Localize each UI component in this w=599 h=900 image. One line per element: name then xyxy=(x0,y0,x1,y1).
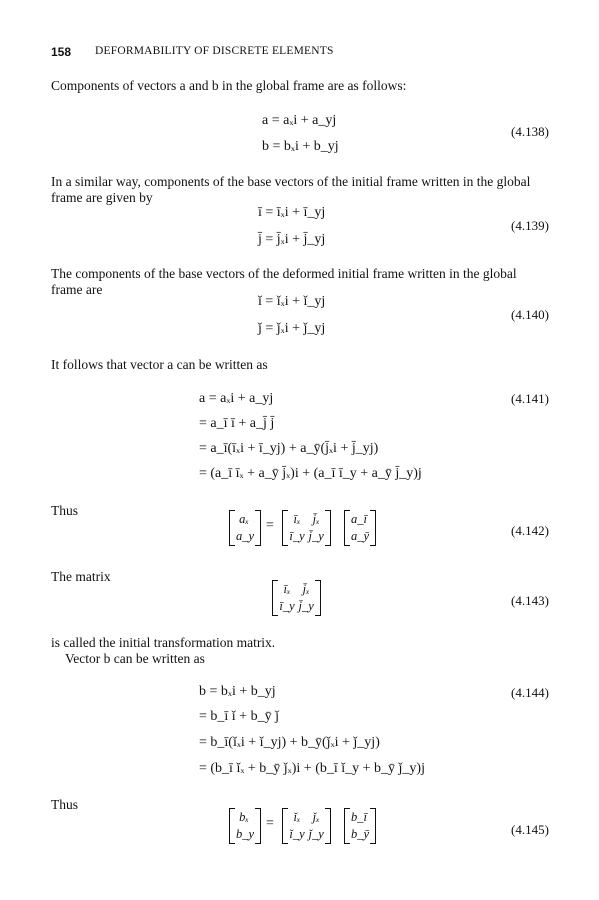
matrix-cell: a_ī xyxy=(351,512,367,526)
matrix-cell: ī_y xyxy=(289,529,305,543)
equation-4-139-a: ī = īₓi + ī_yj xyxy=(258,205,326,220)
equation-4-144-line-3: = b_ī(ǐₓi + ǐ_yj) + b_ȳ(ǰₓi + ǰ_yj) xyxy=(199,735,380,750)
equation-4-140-b: ǰ = ǰₓi + ǰ_yj xyxy=(258,321,326,336)
paragraph-6: Vector b can be written as xyxy=(65,651,205,666)
paragraph-4: It follows that vector a can be written as xyxy=(51,357,268,372)
equation-4-141-line-1: a = aₓi + a_yj xyxy=(199,391,274,406)
matrix-cell: īₓ xyxy=(293,512,301,526)
matrix-4-142-rhs xyxy=(344,510,376,546)
matrix-cell: j̄_y xyxy=(308,529,324,543)
matrix-cell: a_ȳ xyxy=(351,529,370,543)
equation-number-4-141: (4.141) xyxy=(511,391,549,406)
paragraph-3-line-1: The components of the base vectors of the deformed initial frame written in the global xyxy=(51,266,517,281)
equation-4-138-b: b = bₓi + b_yj xyxy=(262,139,339,154)
matrix-cell: b_y xyxy=(236,827,255,841)
matrix-4-145-transform xyxy=(282,808,331,844)
matrix-4-143 xyxy=(272,580,321,616)
matrix-cell: j̄ₓ xyxy=(312,512,320,526)
equation-number-4-139: (4.139) xyxy=(511,218,549,233)
matrix-4-145-rhs xyxy=(344,808,376,844)
equation-number-4-142: (4.142) xyxy=(511,523,549,538)
matrix-cell: j̄_y xyxy=(298,599,314,613)
equation-4-139-b: j̄ = j̄ₓi + j̄_yj xyxy=(258,232,326,247)
matrix-cell: b_ȳ xyxy=(351,827,370,841)
equation-4-144-line-4: = (b_ī ǐₓ + b_ȳ ǰₓ)i + (b_ī ǐ_y + b_ȳ ǰ_y)j xyxy=(199,761,425,776)
matrix-cell: ǰ_y xyxy=(308,827,324,841)
paragraph-1: Components of vectors a and b in the global frame are as follows: xyxy=(51,78,407,93)
running-title: DEFORMABILITY OF DISCRETE ELEMENTS xyxy=(95,45,334,57)
equals-sign: = xyxy=(266,518,274,533)
equation-number-4-143: (4.143) xyxy=(511,593,549,608)
paragraph-3-line-2: frame are xyxy=(51,282,103,297)
paragraph-2-line-1: In a similar way, components of the base vectors of the initial frame written in the global xyxy=(51,174,531,189)
matrix-cell: ǰₓ xyxy=(312,810,320,824)
equation-4-138-a: a = aₓi + a_yj xyxy=(262,113,337,128)
matrix-cell: b_ī xyxy=(351,810,367,824)
thus-label-1: Thus xyxy=(51,503,78,518)
matrix-cell: ī_y xyxy=(279,599,295,613)
equation-4-140-a: ǐ = ǐₓi + ǐ_yj xyxy=(258,294,326,309)
thus-label-2: Thus xyxy=(51,797,78,812)
matrix-4-145-lhs xyxy=(229,808,261,844)
equation-4-144-line-1: b = bₓi + b_yj xyxy=(199,684,276,699)
equation-4-141-line-4: = (a_ī īₓ + a_ȳ j̄ₓ)i + (a_ī ī_y + a_ȳ j̄_y)j xyxy=(199,466,422,481)
matrix-cell: īₓ xyxy=(283,582,291,596)
equation-4-141-line-2: = a_ī ī + a_j̄ j̄ xyxy=(199,416,275,431)
matrix-cell: a_y xyxy=(236,529,255,543)
equals-sign: = xyxy=(266,816,274,831)
matrix-cell: bₓ xyxy=(239,810,249,824)
page-number: 158 xyxy=(51,45,72,59)
matrix-cell: ǐ_y xyxy=(289,827,305,841)
paragraph-5: is called the initial transformation matrix. xyxy=(51,635,276,650)
equation-number-4-140: (4.140) xyxy=(511,307,549,322)
matrix-cell: aₓ xyxy=(239,512,249,526)
equation-number-4-138: (4.138) xyxy=(511,124,549,139)
equation-number-4-144: (4.144) xyxy=(511,685,549,700)
equation-4-141-line-3: = a_ī(īₓi + ī_yj) + a_ȳ(j̄ₓi + j̄_yj) xyxy=(199,441,379,456)
matrix-cell: ǐₓ xyxy=(293,810,301,824)
equation-number-4-145: (4.145) xyxy=(511,822,549,837)
paragraph-2-line-2: frame are given by xyxy=(51,190,153,205)
matrix-4-142-transform xyxy=(282,510,331,546)
equation-4-144-line-2: = b_ī ǐ + b_ȳ ǰ xyxy=(199,709,279,724)
matrix-cell: j̄ₓ xyxy=(302,582,310,596)
matrix-intro: The matrix xyxy=(51,569,111,584)
matrix-4-142-lhs xyxy=(229,510,261,546)
